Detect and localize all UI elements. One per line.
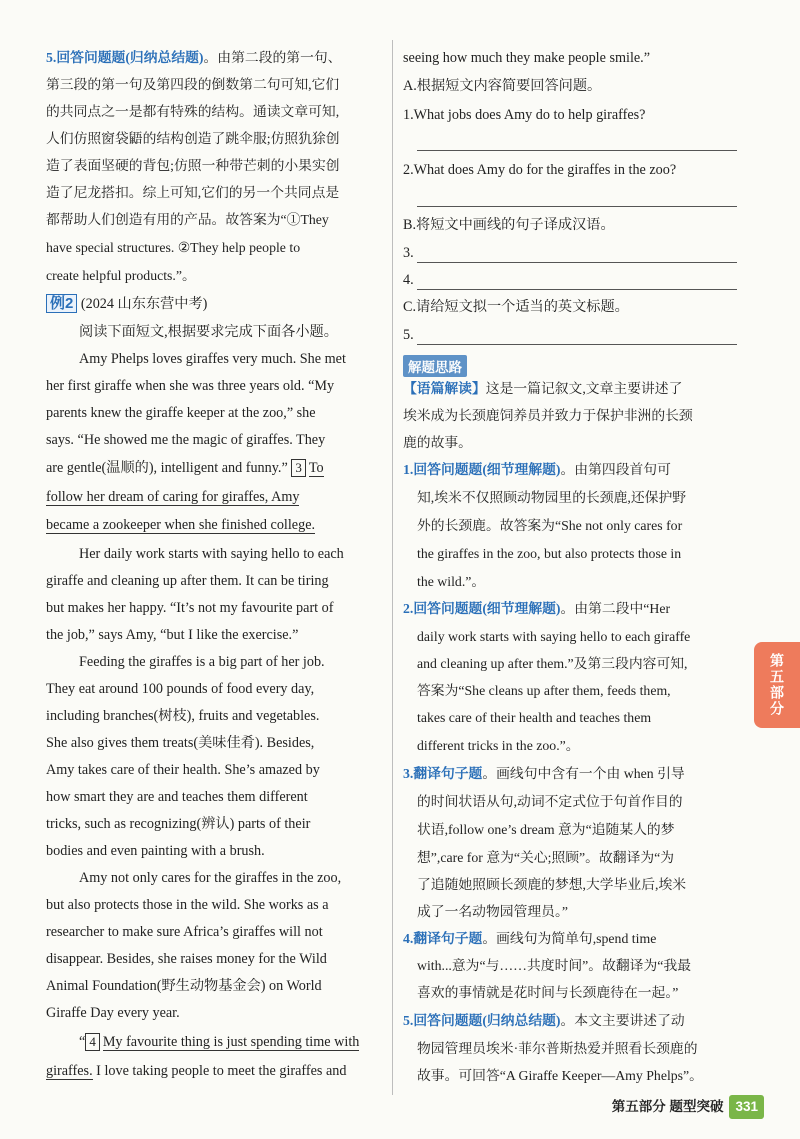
answer-5-line: 物园管理员埃米·菲尔普斯热爱并照看长颈鹿的 [417, 1041, 698, 1056]
q5-answer-line: 第三段的第一句及第四段的倒数第二句可知,它们 [46, 77, 340, 92]
underlined-sentence-4: giraffes. [46, 1063, 93, 1079]
passage-line: They eat around 100 pounds of food every day, [46, 681, 315, 697]
question-5: 5. [403, 327, 414, 343]
passage-line: but also protects those in the wild. She works as a [46, 897, 329, 913]
q5-answer-line: 人们仿照窗袋鼯的结构创造了跳伞服;仿照犰狳创 [46, 131, 340, 146]
answer-2-line: and cleaning up after them.”及第三段内容可知, [417, 656, 688, 671]
question-1: 1.What jobs does Amy do to help giraffes? [403, 107, 646, 123]
question-4: 4. [403, 272, 414, 288]
answer-4-line: with...意为“与……共度时间”。故翻译为“我最 [417, 958, 691, 973]
question-marker-4: 4 [85, 1033, 100, 1051]
passage-line: are gentle(温顺的), intelligent and funny.” 3 To [46, 460, 324, 476]
passage-line: tricks, such as recognizing(辨认) parts of their [46, 816, 311, 832]
passage-line: Amy not only cares for the giraffes in the zoo, [79, 870, 342, 886]
passage-line: parents knew the giraffe keeper at the zoo,” she [46, 405, 316, 421]
answer-3-line: 了追随她照顾长颈鹿的梦想,大学毕业后,埃米 [417, 877, 687, 892]
answer-3-line: 3.翻译句子题。画线句中含有一个由 when 引导 [403, 766, 685, 781]
passage-line: Feeding the giraffes is a big part of her job. [79, 654, 325, 670]
section-c-heading: C.请给短文拟一个适当的英文标题。 [403, 299, 629, 315]
answer-3-line: 状语,follow one’s dream 意为“追随某人的梦 [417, 822, 675, 837]
passage-line: including branches(树枝), fruits and vegetables. [46, 708, 320, 724]
instruction: 阅读下面短文,根据要求完成下面各小题。 [79, 324, 338, 340]
answer-4-line: 4.翻译句子题。画线句为简单句,spend time [403, 931, 657, 946]
q5-answer-line: 造了尼龙搭扣。综上可知,它们的另一个共同点是 [46, 185, 340, 200]
page-footer [612, 1095, 764, 1119]
passage-line: seeing how much they make people smile.” [403, 50, 651, 66]
q5-answer-line: have special structures. ②They help people to [46, 240, 301, 255]
answer-1-line: 1.回答问题题(细节理解题)。由第四段首句可 [403, 462, 671, 477]
section-b-heading: B.将短文中画线的句子译成汉语。 [403, 217, 615, 233]
answer-blank-2[interactable] [417, 206, 737, 207]
passage-line: She also gives them treats(美味佳肴). Besides, [46, 735, 315, 751]
section-side-tab[interactable]: 第五部分 [754, 642, 800, 728]
passage-line: Giraffe Day every year. [46, 1005, 180, 1021]
example-tag: 例2 [46, 294, 77, 313]
analysis-line: 【语篇解读】这是一篇记叙文,文章主要讲述了 [403, 381, 683, 396]
underlined-sentence-3: follow her dream of caring for giraffes, Amy [46, 489, 300, 505]
answer-5-line: 5.回答问题题(归纳总结题)。本文主要讲述了动 [403, 1013, 685, 1028]
answer-1-line: the wild.”。 [417, 574, 486, 589]
q5-answer-line: 5.回答问题题(归纳总结题)。由第二段的第一句、 [46, 50, 342, 65]
answer-1-line: 知,埃米不仅照顾动物园里的长颈鹿,还保护野 [417, 490, 687, 505]
question-3: 3. [403, 245, 414, 261]
passage-line: “ 4 My favourite thing is just spending time with [79, 1034, 360, 1050]
analysis-line: 埃米成为长颈鹿饲养员并致力于保护非洲的长颈 [403, 408, 693, 423]
answer-2-line: daily work starts with saying hello to each giraffe [417, 629, 691, 644]
passage-line: researcher to make sure Africa’s giraffes will not [46, 924, 323, 940]
answer-1-line: 外的长颈鹿。故答案为“She not only cares for [417, 518, 683, 533]
answer-2-line: 2.回答问题题(细节理解题)。由第二段中“Her [403, 601, 671, 616]
answer-2-line: 答案为“She cleans up after them, feeds them, [417, 683, 671, 698]
passage-line [46, 513, 315, 537]
passage-line: her first giraffe when she was three years old. “My [46, 378, 335, 394]
answer-3-line: 想”,care for 意为“关心;照顾”。故翻译为“为 [417, 850, 675, 865]
answer-4-line: 喜欢的事情就是花时间与长颈鹿待在一起。” [417, 985, 679, 1000]
example-header [46, 292, 207, 316]
answer-2-line: takes care of their health and teaches them [417, 710, 652, 725]
passage-line: says. “He showed me the magic of giraffes. They [46, 432, 326, 448]
answer-blank-4[interactable] [417, 289, 737, 290]
question-2: 2.What does Amy do for the giraffes in the zoo? [403, 162, 677, 178]
page-number: 331 [729, 1095, 764, 1119]
passage-line: the job,” says Amy, “but I like the exercise.” [46, 627, 299, 643]
passage-line: bodies and even painting with a brush. [46, 843, 265, 859]
section-a-heading: A.根据短文内容简要回答问题。 [403, 78, 602, 94]
passage-line: giraffes. I love taking people to meet the giraffes and [46, 1063, 347, 1079]
answer-blank-3[interactable] [417, 262, 737, 263]
passage-line: Amy Phelps loves giraffes very much. She met [79, 351, 346, 367]
answer-1-line: the giraffes in the zoo, but also protects those in [417, 546, 682, 561]
example-source: (2024 山东东营中考) [80, 296, 208, 312]
q5-answer-line: 造了表面坚硬的背包;仿照一种带芒刺的小果实创 [46, 158, 340, 173]
passage-line: Her daily work starts with saying hello to each [79, 546, 344, 562]
answer-5-line: 故事。可回答“A Giraffe Keeper—Amy Phelps”。 [417, 1068, 703, 1083]
passage-line: disappear. Besides, she raises money for the Wild [46, 951, 327, 967]
footer-section: 第五部分 题型突破 [611, 1099, 724, 1114]
underlined-sentence-3: To [308, 460, 324, 476]
underlined-sentence-4: My favourite thing is just spending time with [102, 1034, 360, 1050]
answer-blank-1[interactable] [417, 150, 737, 151]
answer-3-line: 成了一名动物园管理员。” [417, 904, 568, 919]
passage-line: Amy takes care of their health. She’s amazed by [46, 762, 320, 778]
passage-line: Animal Foundation(野生动物基金会) on World [46, 978, 322, 994]
q5-answer-line: create helpful products.”。 [46, 268, 196, 283]
passage-line: how smart they are and teaches them different [46, 789, 308, 805]
passage-line [46, 485, 299, 509]
passage-line: giraffe and cleaning up after them. It can be tiring [46, 573, 329, 589]
answer-blank-5[interactable] [417, 344, 737, 345]
q5-answer-line: 都帮助人们创造有用的产品。故答案为“①They [46, 212, 329, 227]
passage-line: but makes her happy. “It’s not my favourite part of [46, 600, 334, 616]
answer-3-line: 的时间状语从句,动词不定式位于句首作目的 [417, 794, 683, 809]
answer-2-line: different tricks in the zoo.”。 [417, 738, 580, 753]
analysis-line: 鹿的故事。 [403, 435, 472, 450]
q5-answer-line: 的共同点之一是都有特殊的结构。通读文章可知, [46, 104, 340, 119]
question-marker-3: 3 [291, 459, 306, 477]
solution-banner: 解题思路 [403, 355, 467, 377]
column-divider [392, 40, 393, 1095]
underlined-sentence-3: became a zookeeper when she finished college. [46, 517, 316, 533]
